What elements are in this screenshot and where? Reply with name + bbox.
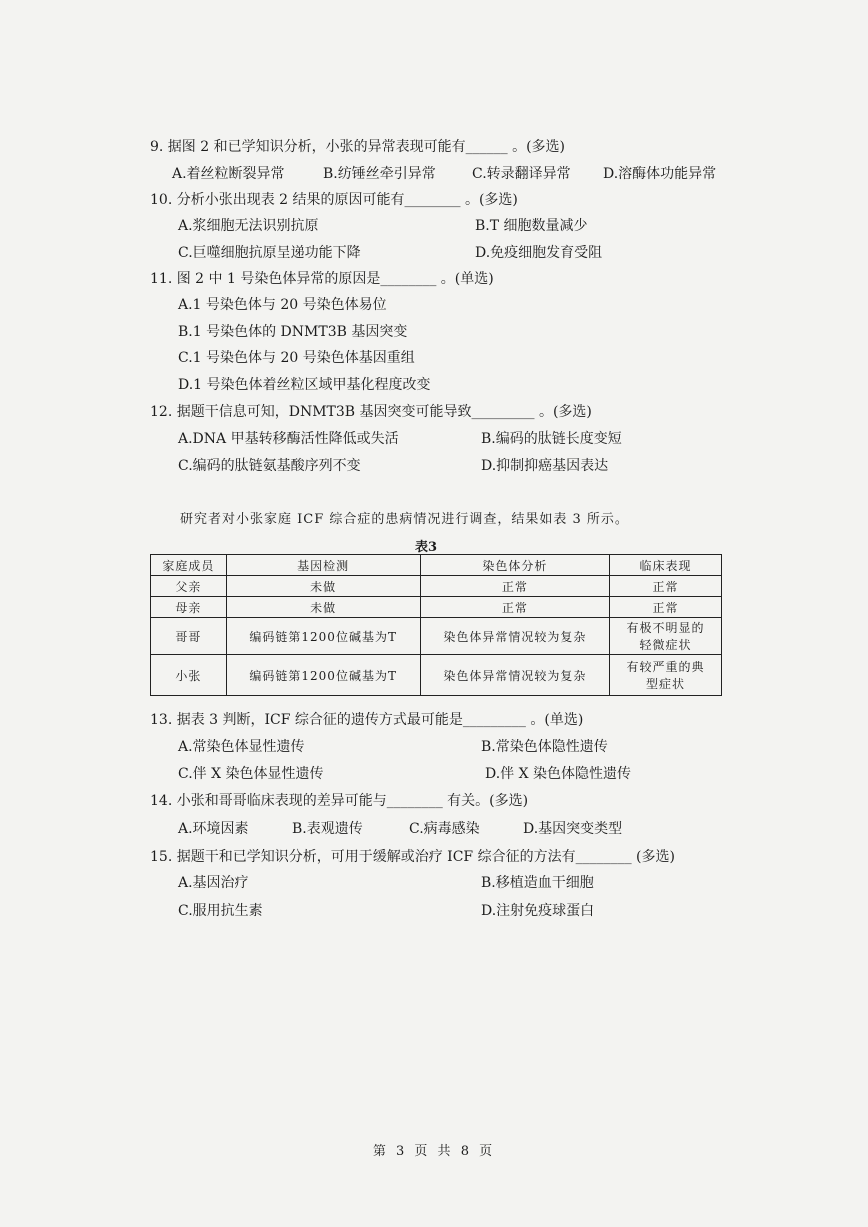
question-15: 15. 据题干和已学知识分析，可用于缓解或治疗 ICF 综合征的方法有________ (多选) [150, 849, 675, 865]
q10-option-d: D.免疫细胞发育受阻 [475, 245, 603, 261]
table-intro-text: 研究者对小张家庭 ICF 综合症的患病情况进行调查，结果如表 3 所示。 [180, 512, 629, 527]
cell-member: 母亲 [151, 597, 227, 618]
cell-member: 哥哥 [151, 618, 227, 655]
header-gene-test: 基因检测 [226, 555, 420, 576]
table-row [151, 618, 722, 655]
question-14: 14. 小张和哥哥临床表现的差异可能与________ 有关。(多选) [150, 793, 529, 809]
q9-option-b: B.纺锤丝牵引异常 [323, 166, 436, 182]
q12-option-b: B.编码的肽链长度变短 [481, 431, 622, 447]
cell-gene-test: 编码链第1200位碱基为T [226, 655, 420, 696]
q15-option-d: D.注射免疫球蛋白 [481, 903, 595, 919]
q15-option-c: C.服用抗生素 [178, 903, 263, 919]
table-row [151, 576, 722, 597]
header-chromosome-analysis: 染色体分析 [420, 555, 610, 576]
q11-option-d: D.1 号染色体着丝粒区域甲基化程度改变 [178, 377, 431, 393]
q9-option-a: A.着丝粒断裂异常 [172, 166, 285, 182]
cell-chromosome: 正常 [420, 597, 610, 618]
q12-option-c: C.编码的肽链氨基酸序列不变 [178, 458, 361, 474]
question-9: 9. 据图 2 和已学知识分析，小张的异常表现可能有______ 。(多选) [150, 139, 565, 155]
q10-option-a: A.浆细胞无法识别抗原 [178, 218, 319, 234]
cell-gene-test: 编码链第1200位碱基为T [226, 618, 420, 655]
cell-gene-test: 未做 [226, 576, 420, 597]
q15-option-a: A.基因治疗 [178, 875, 249, 891]
header-clinical-signs: 临床表现 [610, 555, 722, 576]
q11-option-c: C.1 号染色体与 20 号染色体基因重组 [178, 350, 415, 366]
question-11: 11. 图 2 中 1 号染色体异常的原因是________ 。(单选) [150, 271, 494, 287]
page-number-footer: 第 3 页 共 8 页 [372, 1144, 496, 1159]
cell-clinical: 有较严重的典型症状 [610, 655, 722, 696]
cell-clinical: 正常 [610, 597, 722, 618]
family-survey-table [150, 554, 722, 696]
q13-option-a: A.常染色体显性遗传 [178, 739, 305, 755]
q9-option-d: D.溶酶体功能异常 [603, 166, 717, 182]
q14-option-d: D.基因突变类型 [523, 821, 623, 837]
cell-clinical: 正常 [610, 576, 722, 597]
q12-option-a: A.DNA 甲基转移酶活性降低或失活 [178, 431, 399, 447]
q10-option-b: B.T 细胞数量减少 [475, 218, 588, 234]
header-family-member: 家庭成员 [151, 555, 227, 576]
cell-chromosome: 染色体异常情况较为复杂 [420, 618, 610, 655]
q14-option-a: A.环境因素 [178, 821, 249, 837]
question-12: 12. 据题干信息可知，DNMT3B 基因突变可能导致_________ 。(多选) [150, 404, 592, 420]
q13-option-b: B.常染色体隐性遗传 [481, 739, 608, 755]
cell-member: 父亲 [151, 576, 227, 597]
question-10: 10. 分析小张出现表 2 结果的原因可能有________ 。(多选) [150, 192, 518, 208]
cell-chromosome: 染色体异常情况较为复杂 [420, 655, 610, 696]
q12-option-d: D.抑制抑癌基因表达 [481, 458, 609, 474]
cell-member: 小张 [151, 655, 227, 696]
table-header-row [151, 555, 722, 576]
q14-option-c: C.病毒感染 [409, 821, 480, 837]
question-13: 13. 据表 3 判断，ICF 综合征的遗传方式最可能是_________ 。(单选) [150, 712, 584, 728]
cell-chromosome: 正常 [420, 576, 610, 597]
table-row [151, 655, 722, 696]
q10-option-c: C.巨噬细胞抗原呈递功能下降 [178, 245, 361, 261]
q13-option-d: D.伴 X 染色体隐性遗传 [485, 766, 632, 782]
cell-gene-test: 未做 [226, 597, 420, 618]
q15-option-b: B.移植造血干细胞 [481, 875, 594, 891]
table-row [151, 597, 722, 618]
q9-option-c: C.转录翻译异常 [472, 166, 571, 182]
q11-option-a: A.1 号染色体与 20 号染色体易位 [178, 297, 387, 313]
q11-option-b: B.1 号染色体的 DNMT3B 基因突变 [178, 324, 408, 340]
q14-option-b: B.表观遗传 [292, 821, 363, 837]
table-caption: 表3 [415, 540, 438, 555]
cell-clinical: 有极不明显的轻微症状 [610, 618, 722, 655]
q13-option-c: C.伴 X 染色体显性遗传 [178, 766, 324, 782]
